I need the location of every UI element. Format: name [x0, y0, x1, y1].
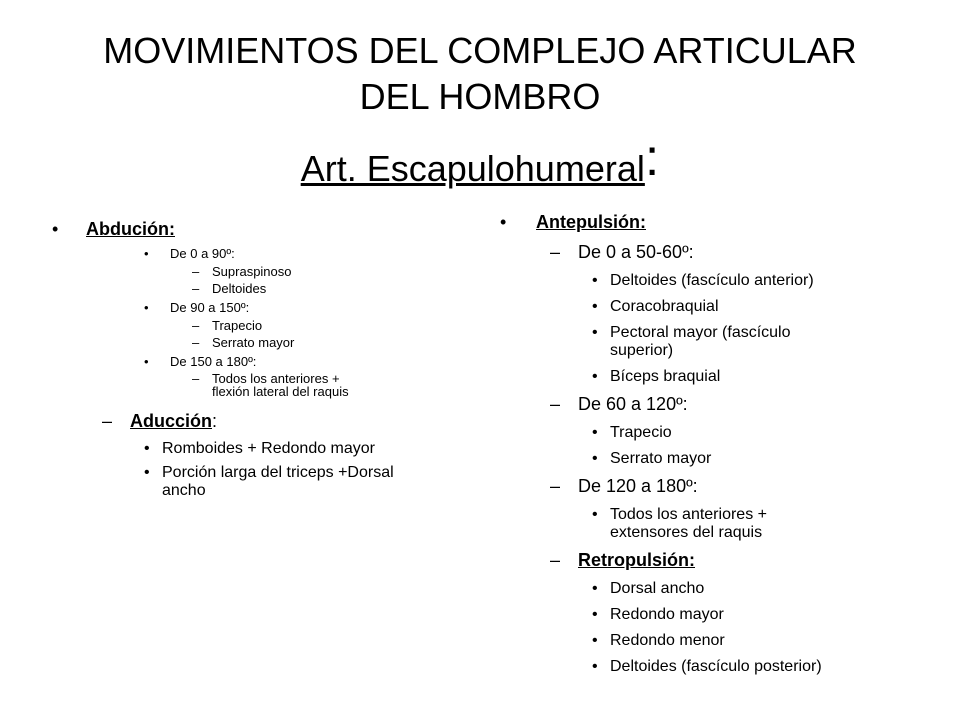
muscle-name: Trapecio	[212, 318, 263, 333]
muscle-name: Deltoides (fascículo posterior)	[610, 658, 822, 675]
bullet-icon: •	[144, 440, 150, 457]
muscle-name: Coracobraquial	[610, 298, 719, 315]
list-item	[500, 606, 920, 624]
antepulsion-range-1	[500, 240, 920, 264]
dash-icon: –	[192, 318, 200, 333]
dash-icon: –	[550, 550, 561, 570]
list-item	[52, 440, 472, 458]
abducion-range-1	[52, 245, 472, 262]
abducion-label: Abdución:	[86, 219, 175, 239]
antepulsion-heading	[500, 210, 920, 234]
bullet-icon: •	[592, 272, 598, 289]
bullet-icon: •	[592, 424, 598, 441]
muscle-name: Pectoral mayor (fascículo superior)	[610, 324, 791, 359]
list-item	[52, 372, 352, 398]
bullet-icon: •	[592, 450, 598, 467]
left-column	[52, 216, 472, 500]
bullet-icon: •	[592, 298, 598, 315]
dash-icon: –	[550, 242, 561, 262]
bullet-icon: •	[592, 580, 598, 597]
list-item	[500, 368, 920, 386]
list-item	[52, 281, 472, 296]
muscle-name: Supraspinoso	[212, 264, 292, 279]
bullet-icon: •	[144, 300, 149, 315]
range-label: De 0 a 50-60º:	[578, 242, 694, 262]
slide-title	[0, 28, 960, 120]
list-item	[52, 464, 422, 500]
subtitle-colon: :	[644, 129, 660, 187]
dash-icon: –	[192, 335, 200, 350]
bullet-icon: •	[592, 658, 598, 675]
range-label: De 120 a 180º:	[578, 476, 698, 496]
abducion-range-2	[52, 299, 472, 316]
list-item	[500, 450, 920, 468]
muscle-name: Todos los anteriores + flexión lateral del raquis	[212, 371, 349, 399]
subtitle-text: Art. Escapulohumeral	[300, 148, 645, 189]
list-item	[500, 272, 920, 290]
muscle-name: Bíceps braquial	[610, 368, 721, 385]
antepulsion-range-3	[500, 474, 920, 498]
abducion-range-3	[52, 353, 472, 370]
retropulsion-label: Retropulsión:	[578, 550, 695, 570]
range-label: De 150 a 180º:	[170, 354, 257, 369]
muscle-name: Deltoides	[212, 281, 267, 296]
aduccion-label: Aducción	[130, 411, 213, 431]
list-item	[52, 335, 472, 350]
dash-icon: –	[192, 371, 200, 386]
dash-icon: –	[192, 281, 200, 296]
bullet-icon: •	[500, 212, 507, 232]
bullet-icon: •	[592, 506, 598, 523]
list-item	[500, 658, 920, 676]
bullet-icon: •	[144, 246, 149, 261]
dash-icon: –	[550, 476, 561, 496]
list-item	[500, 580, 920, 598]
muscle-name: Dorsal ancho	[610, 580, 705, 597]
abducion-heading	[52, 216, 472, 242]
title-line-1: MOVIMIENTOS DEL COMPLEJO ARTICULAR	[103, 30, 857, 71]
muscle-name: Porción larga del triceps +Dorsal ancho	[162, 464, 394, 499]
muscle-name: Todos los anteriores + extensores del raquis	[610, 506, 767, 541]
bullet-icon: •	[592, 368, 598, 385]
aduccion-suffix: :	[212, 411, 218, 431]
list-item	[52, 264, 472, 279]
muscle-name: Trapecio	[610, 424, 672, 441]
muscle-name: Deltoides (fascículo anterior)	[610, 272, 814, 289]
dash-icon: –	[192, 264, 200, 279]
bullet-icon: •	[592, 606, 598, 623]
slide-subtitle	[0, 129, 960, 192]
bullet-icon: •	[144, 354, 149, 369]
muscle-name: Romboides + Redondo mayor	[162, 440, 376, 457]
right-column	[500, 210, 920, 676]
range-label: De 60 a 120º:	[578, 394, 688, 414]
bullet-icon: •	[144, 464, 150, 481]
dash-icon: –	[550, 394, 561, 414]
list-item	[500, 424, 920, 442]
range-label: De 0 a 90º:	[170, 246, 235, 261]
antepulsion-range-2	[500, 392, 920, 416]
bullet-icon: •	[592, 632, 598, 649]
bullet-icon: •	[52, 219, 59, 239]
muscle-name: Redondo mayor	[610, 606, 724, 623]
muscle-name: Serrato mayor	[610, 450, 712, 467]
antepulsion-label: Antepulsión:	[536, 212, 646, 232]
bullet-icon: •	[592, 324, 598, 341]
dash-icon: –	[102, 411, 113, 431]
list-item	[500, 506, 840, 542]
muscle-name: Redondo menor	[610, 632, 725, 649]
range-label: De 90 a 150º:	[170, 300, 250, 315]
list-item	[500, 298, 920, 316]
title-line-2: DEL HOMBRO	[359, 76, 601, 117]
list-item	[500, 632, 920, 650]
list-item	[500, 324, 810, 360]
aduccion-heading	[52, 408, 472, 434]
retropulsion-heading	[500, 548, 920, 572]
muscle-name: Serrato mayor	[212, 335, 295, 350]
list-item	[52, 318, 472, 333]
